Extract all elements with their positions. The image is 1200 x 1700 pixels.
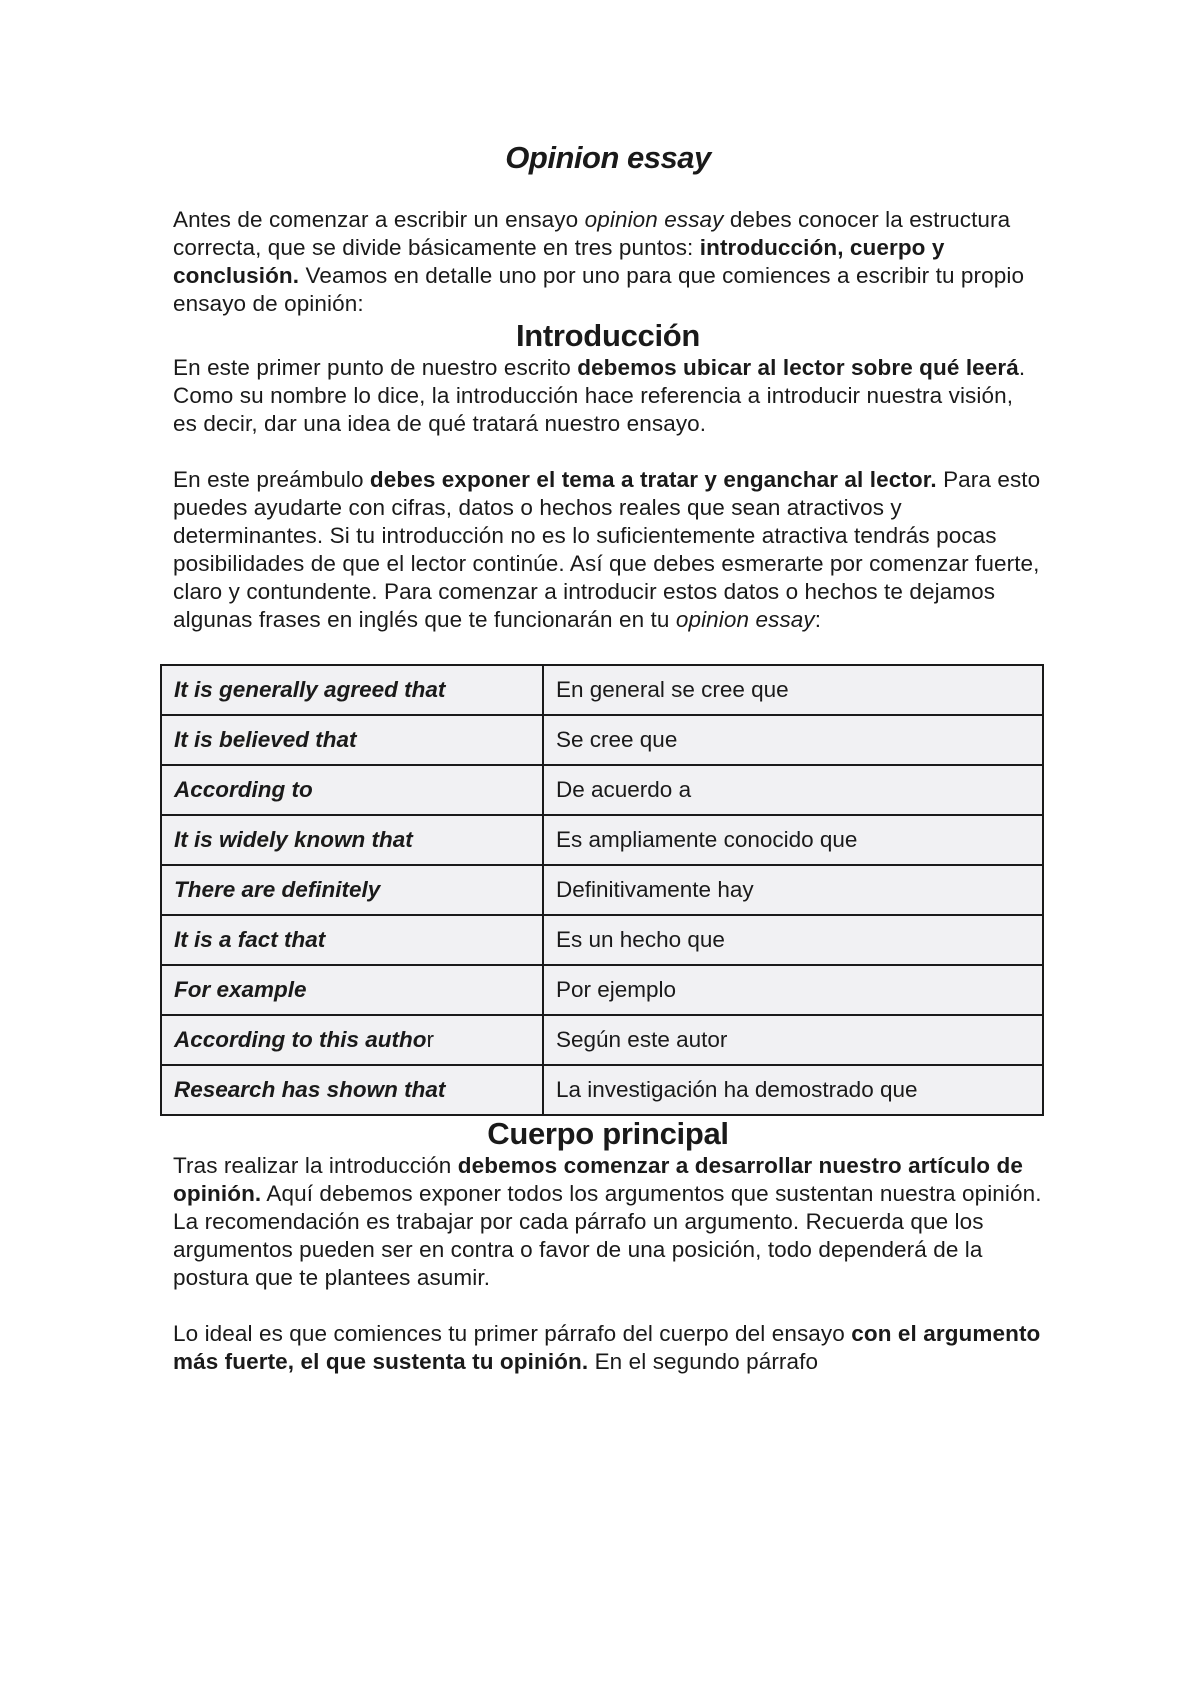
english-phrase-cell: For example (161, 965, 543, 1015)
spanish-translation-cell: Según este autor (543, 1015, 1043, 1065)
bold-text: debemos ubicar al lector sobre qué leerá (577, 355, 1019, 380)
spanish-translation-cell: Por ejemplo (543, 965, 1043, 1015)
table-row (161, 865, 1043, 915)
section-heading-cuerpo-principal: Cuerpo principal (487, 1116, 729, 1151)
english-phrase-cell (161, 1015, 543, 1065)
spanish-translation-cell: Es ampliamente conocido que (543, 815, 1043, 865)
text: En este primer punto de nuestro escrito (173, 355, 578, 380)
paragraph-gap (173, 1292, 1043, 1320)
cuerpo-paragraph-2 (173, 1320, 1043, 1376)
english-phrase-cell: It is widely known that (161, 815, 543, 865)
italic-term: opinion essay (675, 607, 815, 632)
spanish-translation-cell: La investigación ha demostrado que (543, 1065, 1043, 1115)
bold-text: debemos comenzar a desarrollar nuestro artículo de opinión. (173, 1153, 1023, 1206)
english-phrase-tail: r (426, 1027, 434, 1052)
text: En el segundo párrafo (588, 1349, 819, 1374)
table-row (161, 965, 1043, 1015)
text: . Como su nombre lo dice, la introducción hace referencia a introducir nuestra visión, es decir, dar una idea de qué tratará nuestro ensayo. (173, 355, 1026, 436)
bold-text: debes exponer el tema a tratar y enganchar al lector. (369, 467, 937, 492)
english-phrase-cell: According to (161, 765, 543, 815)
introduccion-paragraph-1 (173, 354, 1043, 438)
text: : (814, 607, 822, 632)
intro-text-3: Veamos en detalle uno por uno para que comiences a escribir tu propio ensayo de opinión: (173, 263, 1025, 316)
intro-bold-points: introducción, cuerpo y conclusión. (173, 235, 945, 288)
table-row (161, 765, 1043, 815)
text: En este preámbulo (173, 467, 370, 492)
spanish-translation-cell: De acuerdo a (543, 765, 1043, 815)
intro-text-1: Antes de comenzar a escribir un ensayo (173, 207, 585, 232)
text: Aquí debemos exponer todos los argumentos que sustentan nuestra opinión. La recomendación es trabajar por cada párrafo un argumento. Recuerda que los argumentos pueden ser en contra o favor de una posición, todo dependerá de la postura que te plantees asumir. (173, 1181, 1042, 1290)
table-row (161, 815, 1043, 865)
document-title: Opinion essay (505, 140, 711, 175)
intro-text-2: debes conocer la estructura correcta, que se divide básicamente en tres puntos: (173, 207, 1011, 260)
introduccion-paragraph-2 (173, 466, 1043, 634)
section-heading-introduccion: Introducción (515, 318, 701, 353)
table-row (161, 715, 1043, 765)
english-phrase-cell: It is a fact that (161, 915, 543, 965)
text: Lo ideal es que comiences tu primer párrafo del cuerpo del ensayo (173, 1321, 852, 1346)
cuerpo-paragraph-1 (173, 1152, 1043, 1292)
spanish-translation-cell: Es un hecho que (543, 915, 1043, 965)
intro-paragraph (173, 206, 1043, 318)
document-page (173, 140, 1043, 1376)
table-row (161, 1015, 1043, 1065)
phrases-table (160, 664, 1044, 1116)
english-phrase-bold: According to this autho (174, 1027, 427, 1052)
table-row (161, 915, 1043, 965)
table-row (161, 665, 1043, 715)
paragraph-gap (173, 438, 1043, 466)
spanish-translation-cell: Se cree que (543, 715, 1043, 765)
table-row (161, 1065, 1043, 1115)
english-phrase-cell: Research has shown that (161, 1065, 543, 1115)
english-phrase-cell: It is generally agreed that (161, 665, 543, 715)
spanish-translation-cell: En general se cree que (543, 665, 1043, 715)
english-phrase-cell: It is believed that (161, 715, 543, 765)
text: Tras realizar la introducción (173, 1153, 458, 1178)
intro-italic-term: opinion essay (584, 207, 724, 232)
english-phrase-cell: There are definitely (161, 865, 543, 915)
bold-text: con el argumento más fuerte, el que sustenta tu opinión. (173, 1321, 1041, 1374)
spanish-translation-cell: Definitivamente hay (543, 865, 1043, 915)
text: Para esto puedes ayudarte con cifras, datos o hechos reales que sean atractivos y determinantes. Si tu introducción no es lo suficientemente atractiva tendrás pocas posibilidades de que el lector continúe. Así que debes esmerarte por comenzar fuerte, claro y contundente. Para comenzar a introducir estos datos o hechos te dejamos algunas frases en inglés que te funcionarán en tu (173, 467, 1041, 632)
